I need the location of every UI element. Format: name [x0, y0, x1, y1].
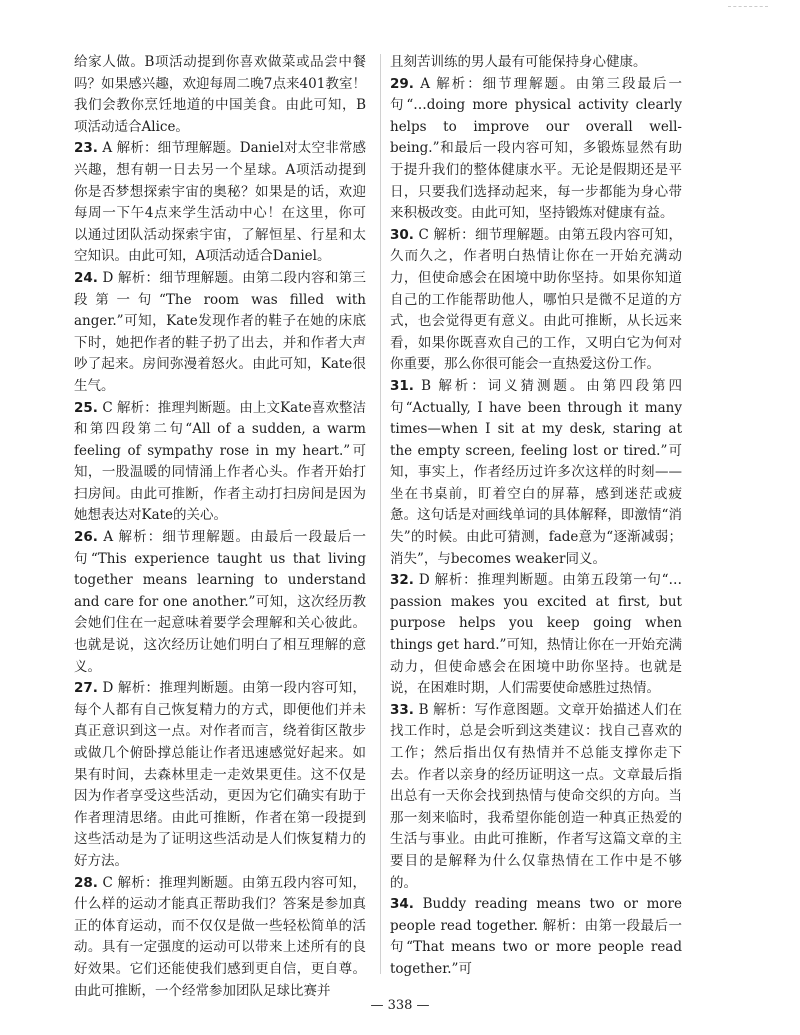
item-number: 29.: [390, 75, 414, 92]
item-answer: A: [103, 529, 114, 546]
item-explanation: 解析：词义猜测题。由第四段第四句“Actually, I have been through it many times—when I sit at my desk, staring at the empty screen, feeling lost or tired.”可知，事实上，作者经历过许多次这样的时刻——坐在书桌前，盯着空白的屏幕，感到迷茫或疲惫。这句话是对画线单词的具体解释，即激情“消失”的时候。由此可猜测，fade意为“逐渐减弱；消失”，与becomes weaker同义。: [390, 377, 682, 567]
answer-item-23: [74, 138, 366, 268]
item-answer: D: [102, 680, 114, 697]
item-answer: C: [102, 874, 113, 891]
answer-item-34: [390, 894, 682, 980]
item-answer: A: [420, 75, 430, 92]
item-number: 31.: [390, 377, 414, 394]
item-number: 25.: [74, 399, 98, 416]
item-number: 24.: [74, 269, 98, 286]
item-number: 33.: [390, 701, 414, 718]
answer-item-30: [390, 225, 682, 376]
item-answer: Buddy reading means two or more people read together.: [390, 896, 683, 934]
right-intro-paragraph: 且刻苦训练的男人最有可能保持身心健康。: [390, 54, 647, 70]
answer-item-24: [74, 268, 366, 398]
item-answer: C: [102, 399, 113, 416]
item-number: 28.: [74, 874, 98, 891]
item-number: 32.: [390, 572, 414, 589]
item-answer: B: [418, 701, 429, 718]
item-number: 30.: [390, 226, 414, 243]
answer-item-33: [390, 700, 682, 894]
item-explanation: 解析：细节理解题。由第五段内容可知，久而久之，作者明白热情让你在一开始充满动力，但使命感会在困境中助你坚持。如果你知道自己的工作能帮助他人，哪怕只是微不足道的方式，也会觉得更有意义。由此可推断，从长远来看，如果你既喜欢自己的工作，又明白它为何对你重要，那么你很可能会一直热爱这份工作。: [390, 226, 683, 373]
item-answer: B: [421, 377, 432, 394]
answer-item-28: [74, 873, 366, 1003]
right-column: [390, 52, 682, 981]
answer-item-31: [390, 376, 682, 570]
scan-mark: [728, 6, 768, 9]
item-explanation: 解析：细节理解题。由第二段内容和第三段第一句“The room was filled with anger.”可知，Kate发现作者的鞋子在她的床底下时，她把作者的鞋子扔了出去，并和作者大声吵了起来。房间弥漫着怒火。由此可知，Kate很生气。: [74, 269, 366, 394]
item-explanation: 解析：细节理解题。Daniel对太空非常感兴趣，想有朝一日去另一个星球。A项活动提到你是否梦想探索宇宙的奥秘？如果是的话，欢迎每周一下午4点来学生活动中心！在这里，你可以通过团队活动探索宇宙，了解恒星、行星和太空知识。由此可知，A项活动适合Daniel。: [74, 140, 367, 265]
item-explanation: 解析：写作意图题。文章开始描述人们在找工作时，总是会听到这类建议：找自己喜欢的工作；然后指出仅有热情并不总能支撑你走下去。作者以亲身的经历证明这一点。文章最后指出总有一天你会找到热情与使命交织的方向。当那一刻来临时，我希望你能创造一种真正热爱的生活与事业。由此可推断，作者写这篇文章的主要目的是解释为什么仅靠热情在工作中是不够的。: [390, 701, 682, 891]
page-number: — 338 —: [370, 998, 430, 1013]
item-explanation: 解析：推理判断题。由第一段内容可知，每个人都有自己恢复精力的方式，即便他们并未真正意识到这一点。对作者而言，绕着街区散步或做几个俯卧撑总能让作者迅速感觉好起来。如果有时间，去森林里走一走效果更佳。这不仅是因为作者享受这些活动，更因为它们确实有助于作者理清思绪。由此可推断，作者在第一段提到这些活动是为了证明这些活动是人们恢复精力的好方法。: [74, 680, 366, 869]
left-intro-paragraph: 给家人做。B项活动提到你喜欢做菜或品尝中餐吗？如果感兴趣，欢迎每周二晚7点来401教室！我们会教你烹饪地道的中国美食。由此可知，B项活动适合Alice。: [74, 54, 366, 135]
item-answer: A: [102, 140, 113, 157]
item-explanation: 解析：由第一段最后一句“That means two or more people read together.”可: [390, 917, 683, 977]
answer-item-26: [74, 527, 366, 678]
item-explanation: 解析：推理判断题。由上文Kate喜欢整洁和第四段第二句“All of a sudden, a warm feeling of sympathy rose in my heart.”可知，一股温暖的同情涌上作者心头。作者开始打扫房间。由此可推断，作者主动打扫房间是因为她想表达对Kate的关心。: [74, 399, 366, 524]
item-answer: D: [102, 269, 114, 286]
answer-item-29: [390, 74, 682, 225]
answer-item-32: [390, 570, 682, 700]
item-number: 23.: [74, 140, 98, 157]
column-divider: [380, 54, 381, 974]
answer-item-25: [74, 398, 366, 528]
item-answer: C: [418, 226, 429, 243]
answer-item-27: [74, 678, 366, 872]
left-column: [74, 52, 366, 1002]
item-explanation: 解析：细节理解题。由最后一段最后一句“This experience taught us that living together means learning to understand and care for one another.”可知，这次经历教会她们住在一起意味着要学会理解和关心彼此。也就是说，这次经历让她们明白了相互理解的意义。: [74, 529, 367, 675]
item-explanation: 解析：推理判断题。由第五段内容可知，什么样的运动才能真正帮助我们？答案是参加真正的体育运动，而不仅仅是做一些轻松简单的活动。具有一定强度的运动可以带来上述所有的良好效果。它们还能使我们感到更自信，更自尊。由此可推断，一个经常参加团队足球比赛并: [74, 874, 367, 999]
item-number: 27.: [74, 680, 98, 697]
item-answer: D: [418, 572, 430, 589]
item-number: 26.: [74, 529, 98, 546]
item-explanation: 解析：细节理解题。由第三段最后一句“…doing more physical activity clearly helps to improve our overall well-being.”和最后一段内容可知，多锻炼显然有助于提升我们的整体健康水平。无论是假期还是平日，只要我们选择动起来，每一步都能为身心带来积极改变。由此可知，坚持锻炼对健康有益。: [390, 75, 682, 222]
item-explanation: 解析：推理判断题。由第五段第一句“…passion makes you excited at first, but purpose helps you keep going when things get hard.”可知，热情让你在一开始充满动力，但使命感会在困境中助你坚持。也就是说，在困难时期，人们需要使命感胜过热情。: [390, 572, 683, 697]
item-number: 34.: [390, 896, 414, 913]
